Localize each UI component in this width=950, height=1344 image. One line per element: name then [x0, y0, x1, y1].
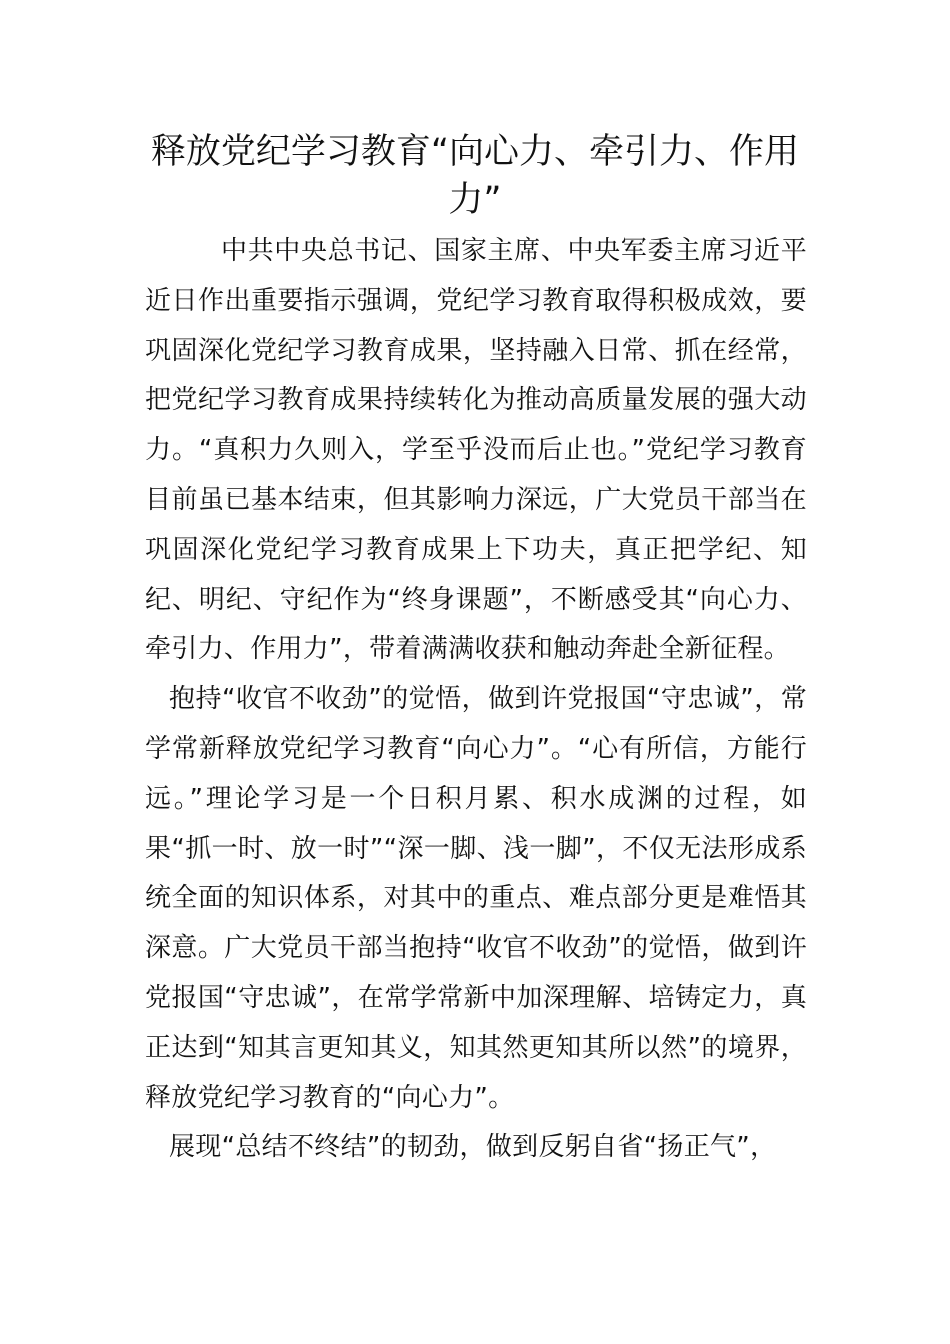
paragraph-2: 抱持“收官不收劲”的觉悟，做到许党报国“守忠诚”，常学常新释放党纪学习教育“向心力”。“心有所信，方能行远。”理论学习是一个日积月累、积水成渊的过程，如果“抓一时、放一时”“深一脚、浅一脚”，不仅无法形成系统全面的知识体系，对其中的重点、难点部分更是难悟其深意。广大党员干部当抱持“收官不收劲”的觉悟，做到许党报国“守忠诚”，在常学常新中加深理解、培铸定力，真正达到“知其言更知其义，知其然更知其所以然”的境界，释放党纪学习教育的“向心力”。 — [145, 684, 807, 1113]
document-title: 释放党纪学习教育“向心力、牵引力、作用力” — [150, 132, 800, 220]
paragraph-3: 展现“总结不终结”的韧劲，做到反躬自省“扬正气”， — [169, 1132, 777, 1163]
document-body — [145, 227, 807, 1173]
paragraph-1: 中共中央总书记、国家主席、中央军委主席习近平近日作出重要指示强调，党纪学习教育取得积极成效，要巩固深化党纪学习教育成果，坚持融入日常、抓在经常，把党纪学习教育成果持续转化为推动高质量发展的强大动力。“真积力久则入，学至乎没而后止也。”党纪学习教育目前虽已基本结束，但其影响力深远，广大党员干部当在巩固深化党纪学习教育成果上下功夫，真正把学纪、知纪、明纪、守纪作为“终身课题”，不断感受其“向心力、牵引力、作用力”，带着满满收获和触动奔赴全新征程。 — [145, 236, 807, 665]
